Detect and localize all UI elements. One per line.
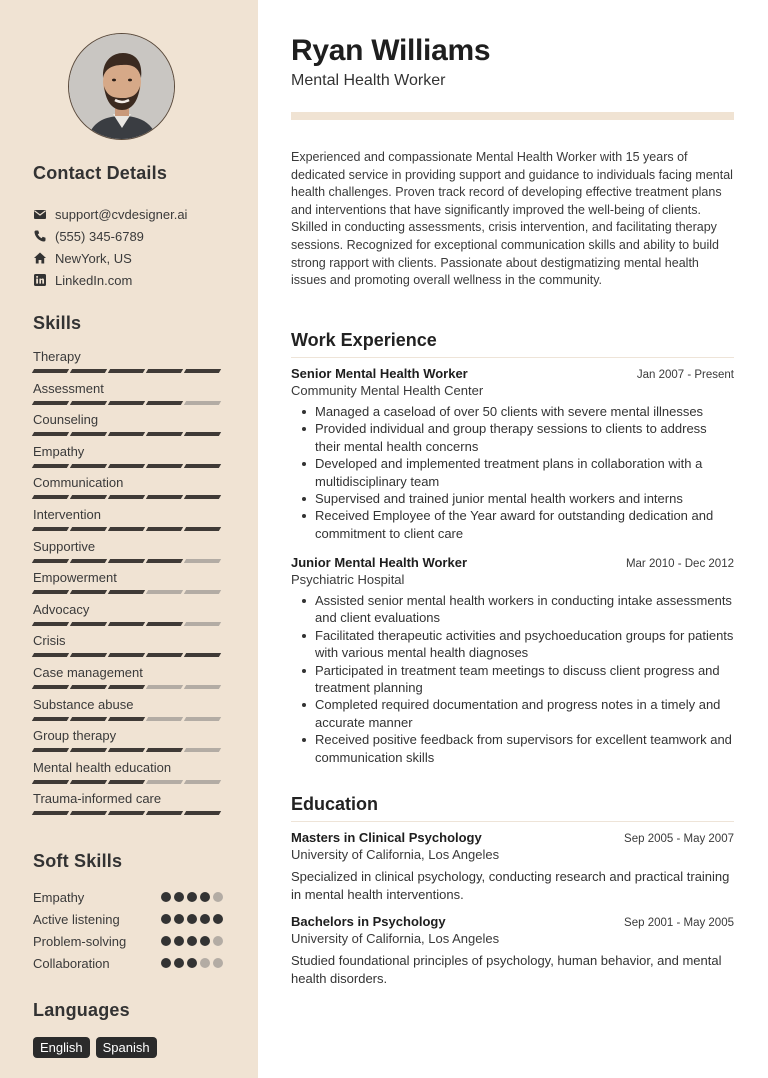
education-entry <box>291 914 734 987</box>
contact-email[interactable] <box>33 203 187 225</box>
skill-level-bars <box>33 559 223 563</box>
skill-level-segment <box>70 748 107 752</box>
skill-name: Intervention <box>33 506 101 522</box>
education-dates: Sep 2005 - May 2007 <box>624 833 734 845</box>
skill-level-segment <box>32 432 69 436</box>
soft-skill-name: Problem-solving <box>33 933 127 949</box>
skill-level-segment <box>70 622 107 626</box>
skill-level-segment <box>32 464 69 468</box>
skill-name: Empathy <box>33 443 85 459</box>
skill-level-segment <box>70 464 107 468</box>
soft-skill-item <box>33 952 223 974</box>
list-item: Assisted senior mental health workers in conducting intake assessments and client evaluations <box>291 592 734 627</box>
contact-heading: Contact Details <box>33 163 168 183</box>
skill-level-segment <box>108 559 145 563</box>
skills-heading: Skills <box>33 313 82 333</box>
skill-item <box>33 569 223 601</box>
envelope-icon <box>33 207 47 221</box>
skill-level-segment <box>70 653 107 657</box>
rating-dot <box>213 936 223 946</box>
job-dates: Jan 2007 - Present <box>636 369 734 381</box>
skill-name: Therapy <box>33 349 81 364</box>
education-description: Studied foundational principles of psychology, human behavior, and mental health disorders. <box>291 953 722 986</box>
job-entry <box>291 555 734 766</box>
soft-skill-item <box>33 930 223 952</box>
summary-text: Experienced and compassionate Mental Health Worker with 15 years of dedicated service in providing support and guidance to individuals facing mental health challenges. Proven track record of developing effective treatment plans and interventions that have significantly improved the well-being of clients. Skilled in conducting assessments, crisis intervention, and facilitating therapy sessions. Recognized for exceptional communication skills and ability to build strong rapport with clients. Passionate about destigmatizing mental health issues and promoting overall wellness in the community. <box>291 150 733 288</box>
skill-level-bars <box>33 748 223 752</box>
skill-level-segment <box>32 369 69 373</box>
rating-dot <box>187 914 197 924</box>
contact-location-text: NewYork, US <box>55 250 132 266</box>
skill-level-segment <box>70 559 107 563</box>
skill-item <box>33 506 223 538</box>
skill-item <box>33 474 223 506</box>
soft-skill-rating <box>161 914 223 924</box>
contact-phone-text: (555) 345-6789 <box>55 228 144 244</box>
skill-level-segment <box>184 590 221 594</box>
list-item: Received Employee of the Year award for outstanding dedication and commitment to client care <box>291 507 734 542</box>
list-item: Developed and implemented treatment plans in collaboration with a multidisciplinary team <box>291 455 734 490</box>
skill-level-segment <box>32 748 69 752</box>
soft-skill-rating <box>161 936 223 946</box>
skill-item <box>33 538 223 570</box>
home-icon <box>33 251 47 265</box>
skill-name: Communication <box>33 475 124 491</box>
skill-level-segment <box>146 495 183 499</box>
skill-level-segment <box>32 401 69 405</box>
languages-list <box>33 1037 157 1058</box>
rating-dot <box>187 958 197 968</box>
skill-level-bars <box>33 590 223 594</box>
person-name: Ryan Williams <box>291 34 491 67</box>
education-entry <box>291 830 734 903</box>
skill-level-segment <box>146 811 183 815</box>
skill-item <box>33 759 223 791</box>
skill-level-segment <box>32 780 69 784</box>
skill-level-bars <box>33 369 223 373</box>
skill-level-segment <box>184 464 221 468</box>
degree: Bachelors in Psychology <box>291 914 446 929</box>
rating-dot <box>161 936 171 946</box>
list-item: Completed required documentation and progress notes in a timely and accurate manner <box>291 696 734 731</box>
skill-level-segment <box>184 527 221 531</box>
rating-dot <box>174 892 184 902</box>
skill-level-segment <box>32 559 69 563</box>
skill-name: Group therapy <box>33 728 117 744</box>
soft-skill-item <box>33 886 223 908</box>
skill-name: Empowerment <box>33 570 117 586</box>
skill-level-bars <box>33 780 223 784</box>
list-item: Received positive feedback from supervisors for excellent teamwork and communication skills <box>291 731 734 766</box>
skill-level-segment <box>184 653 221 657</box>
degree: Masters in Clinical Psychology <box>291 830 482 845</box>
skill-item <box>33 727 223 759</box>
soft-skill-name: Empathy <box>33 889 85 905</box>
list-item: Provided individual and group therapy sessions to clients to address their mental health concerns <box>291 420 734 455</box>
soft-skill-item <box>33 908 223 930</box>
skill-level-bars <box>33 527 223 531</box>
work-heading: Work Experience <box>291 330 734 358</box>
skill-level-segment <box>184 717 221 721</box>
job-organization: Psychiatric Hospital <box>291 572 405 587</box>
skill-level-bars <box>33 401 223 405</box>
skill-level-segment <box>146 717 183 721</box>
contact-phone[interactable] <box>33 225 187 247</box>
skill-level-segment <box>184 811 221 815</box>
skill-name: Assessment <box>33 380 104 396</box>
rating-dot <box>200 958 210 968</box>
skill-level-segment <box>184 432 221 436</box>
skill-item <box>33 664 223 696</box>
rating-dot <box>200 892 210 902</box>
rating-dot <box>174 958 184 968</box>
skill-level-segment <box>108 495 145 499</box>
skill-level-segment <box>108 811 145 815</box>
skill-level-bars <box>33 622 223 626</box>
phone-icon <box>33 229 47 243</box>
avatar <box>68 33 175 140</box>
skill-level-segment <box>184 780 221 784</box>
skill-level-segment <box>108 369 145 373</box>
skill-level-segment <box>70 432 107 436</box>
skill-item <box>33 348 223 380</box>
skill-level-segment <box>108 780 145 784</box>
skill-level-segment <box>184 685 221 689</box>
skill-level-segment <box>146 590 183 594</box>
skill-level-segment <box>108 464 145 468</box>
skill-level-segment <box>70 780 107 784</box>
skill-level-segment <box>108 653 145 657</box>
skill-level-segment <box>70 369 107 373</box>
skill-level-segment <box>32 653 69 657</box>
contact-linkedin-text: LinkedIn.com <box>55 272 133 288</box>
skill-level-segment <box>184 401 221 405</box>
avatar-photo <box>69 34 175 140</box>
contact-location <box>33 247 187 269</box>
skill-level-segment <box>108 432 145 436</box>
rating-dot <box>161 914 171 924</box>
skill-level-segment <box>184 559 221 563</box>
skill-level-segment <box>146 748 183 752</box>
skill-name: Substance abuse <box>33 696 134 712</box>
rating-dot <box>213 892 223 902</box>
skill-level-segment <box>146 622 183 626</box>
skill-level-segment <box>32 685 69 689</box>
job-role: Senior Mental Health Worker <box>291 366 468 381</box>
rating-dot <box>161 892 171 902</box>
skill-level-bars <box>33 717 223 721</box>
soft-skill-name: Collaboration <box>33 955 110 971</box>
skill-name: Advocacy <box>33 601 90 617</box>
skill-item <box>33 380 223 412</box>
contact-list <box>33 203 187 291</box>
skill-level-bars <box>33 811 223 815</box>
skill-level-segment <box>32 590 69 594</box>
skill-level-segment <box>108 590 145 594</box>
skill-level-segment <box>184 369 221 373</box>
skills-list <box>33 348 223 822</box>
skill-level-bars <box>33 653 223 657</box>
skill-level-segment <box>70 717 107 721</box>
skill-name: Counseling <box>33 412 99 428</box>
rating-dot <box>187 936 197 946</box>
skill-level-segment <box>32 717 69 721</box>
soft-skill-rating <box>161 958 223 968</box>
skill-level-segment <box>146 401 183 405</box>
skill-level-segment <box>70 495 107 499</box>
skill-item <box>33 411 223 443</box>
job-entry <box>291 366 734 542</box>
rating-dot <box>174 936 184 946</box>
job-bullets <box>291 592 734 766</box>
skill-item <box>33 696 223 728</box>
skill-level-bars <box>33 464 223 468</box>
skill-level-segment <box>146 559 183 563</box>
education-dates: Sep 2001 - May 2005 <box>624 917 734 929</box>
skill-level-segment <box>184 748 221 752</box>
skill-level-segment <box>70 685 107 689</box>
skill-level-segment <box>108 748 145 752</box>
skill-level-segment <box>70 401 107 405</box>
contact-linkedin[interactable] <box>33 269 187 291</box>
skill-level-segment <box>32 527 69 531</box>
job-organization: Community Mental Health Center <box>291 383 484 398</box>
rating-dot <box>200 936 210 946</box>
skill-item <box>33 443 223 475</box>
skill-name: Mental health education <box>33 759 172 775</box>
skill-level-segment <box>70 811 107 815</box>
skill-level-segment <box>70 590 107 594</box>
education-description: Specialized in clinical psychology, conducting research and practical training in mental health interventions. <box>291 869 730 902</box>
skill-name: Supportive <box>33 538 96 554</box>
skill-item <box>33 790 223 822</box>
skill-level-segment <box>146 369 183 373</box>
skill-level-segment <box>108 401 145 405</box>
skill-item <box>33 632 223 664</box>
job-title: Mental Health Worker <box>291 72 446 89</box>
rating-dot <box>200 914 210 924</box>
rating-dot <box>187 892 197 902</box>
rating-dot <box>161 958 171 968</box>
list-item: Facilitated therapeutic activities and psychoeducation groups for patients with various mental health diagnoses <box>291 627 734 662</box>
rating-dot <box>174 914 184 924</box>
skill-name: Trauma-informed care <box>33 791 162 807</box>
skill-level-segment <box>108 622 145 626</box>
skill-level-bars <box>33 685 223 689</box>
list-item: Supervised and trained junior mental health workers and interns <box>291 490 734 507</box>
job-bullets <box>291 403 734 542</box>
list-item: Managed a caseload of over 50 clients with severe mental illnesses <box>291 403 734 420</box>
job-role: Junior Mental Health Worker <box>291 555 468 570</box>
skill-level-segment <box>146 780 183 784</box>
school: University of California, Los Angeles <box>291 847 500 862</box>
skill-level-segment <box>70 527 107 531</box>
list-item: Participated in treatment team meetings to discuss client progress and treatment planning <box>291 662 734 697</box>
skill-level-segment <box>146 432 183 436</box>
skill-level-bars <box>33 495 223 499</box>
skill-level-segment <box>108 717 145 721</box>
rating-dot <box>213 958 223 968</box>
skill-name: Crisis <box>33 633 66 649</box>
school: University of California, Los Angeles <box>291 931 500 946</box>
skill-level-segment <box>184 622 221 626</box>
skill-level-segment <box>146 464 183 468</box>
soft-skills-heading: Soft Skills <box>33 851 123 871</box>
skill-level-segment <box>108 685 145 689</box>
skill-level-segment <box>108 527 145 531</box>
skill-item <box>33 601 223 633</box>
rating-dot <box>213 914 223 924</box>
skill-level-bars <box>33 432 223 436</box>
skill-level-segment <box>146 653 183 657</box>
soft-skills-list <box>33 886 223 974</box>
skill-level-segment <box>146 527 183 531</box>
languages-heading: Languages <box>33 1000 130 1020</box>
linkedin-icon <box>33 273 47 287</box>
language-badge: English <box>33 1037 90 1058</box>
education-heading: Education <box>291 794 734 822</box>
soft-skill-rating <box>161 892 223 902</box>
skill-level-segment <box>32 495 69 499</box>
language-badge: Spanish <box>96 1037 157 1058</box>
soft-skill-name: Active listening <box>33 911 120 927</box>
skill-level-segment <box>32 811 69 815</box>
accent-divider <box>291 112 734 120</box>
skill-level-segment <box>184 495 221 499</box>
job-dates: Mar 2010 - Dec 2012 <box>625 558 734 570</box>
skill-name: Case management <box>33 664 143 680</box>
skill-level-segment <box>146 685 183 689</box>
contact-email-text: support@cvdesigner.ai <box>55 206 188 222</box>
skill-level-segment <box>32 622 69 626</box>
sidebar <box>0 0 258 1078</box>
